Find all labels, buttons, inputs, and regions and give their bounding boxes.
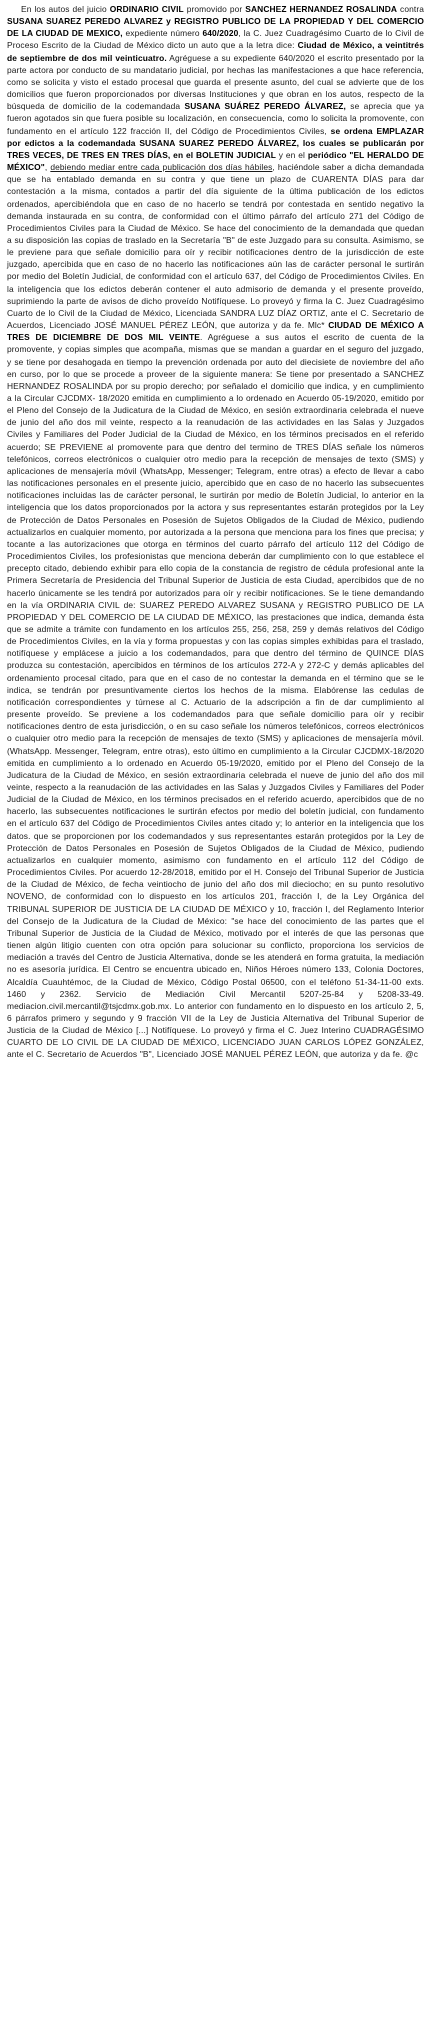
edict-text: Agréguese a su expediente 640/2020 el escrito presentado por la parte actora por conducto de su mandatario judicial, por hechas las manifestaciones a que hace referencia, como se solicita y visto el estado procesal que guarda el presente asunto, del cual se advierte que de los domicilios que fueron proporcionados por diversas Instituciones y que obran en los autos, respecto de la búsqueda de domicilio de la codemandada — [7, 52, 424, 112]
edict-text: , — [44, 162, 51, 173]
edict-bold-text: SUSANA SUAREZ PEREDO ALVAREZ y REGISTRO PUBLICO DE LA PROPIEDAD Y DEL COMERCIO DE LA CIUDAD DE MEXICO, — [7, 16, 424, 39]
edict-bold-text: SUSANA SUÁREZ PEREDO ÁLVAREZ, — [184, 101, 346, 112]
edict-bold-text: 640/2020 — [202, 28, 239, 39]
edict-paragraph — [7, 3, 424, 1061]
edict-bold-text: Ciudad de México, a veintitrés de septiembre de dos mil veinticuatro. — [7, 40, 424, 63]
edict-underlined-text: debiendo mediar entre cada publicación dos días hábiles — [50, 162, 273, 173]
edict-text: . Agréguese a sus autos el escrito de cuenta de la promovente, y copias simples que acompaña, mismas que se mandan a guardar en el seguro del juzgado, y se tiene por desahogada en tiempo la prevención ordenada por auto del diecisiete de noviembre del año en curso, por lo que se procede a proveer de la siguiente manera: Se tiene por presentado a SANCHEZ HERNANDEZ ROSALINDA por su propio derecho; por señalado el domicilio que indica, y en cumplimiento a la Circular CJCDMX- 18/2020 emitida en cumplimiento a lo ordenado en Acuerdo 05-19/2020, emitido por el Pleno del Consejo de la Judicatura de la Ciudad de México, en sesión extraordinaria celebrada el nueve de junio del año dos mil veinte, respecto a la reanudación de las actividades en las Salas y Juzgados Civiles y Familiares del Poder Judicial de la Ciudad de México, en los términos precisados en el referido acuerdo; SE PREVIENE al promovente para que dentro del termino de TRES DÍAS señale los números telefónicos, correos electrónicos o cualquier otro medio para la recepción de mensajes de texto (SMS) y aplicaciones de mensajería móvil (WhatsApp, Messenger; Telegram, entre otras) a efecto de llevar a cabo las notificaciones personales en el presente juicio, apercibido que en caso de no hacerlo las subsecuentes notificaciones incluidas las de carácter personal, le surtirán por medio de Boletín Judicial, lo anterior en la inteligencia que los datos proporcionados por la actora y sus representantes estarán protegidos por la Ley de Protección de Datos Personales en Posesión de Sujetos Obligados de la Ciudad de México, pudiendo actualizarlos en cualquier momento, por autorizada a la persona que menciona para los fines que precisa; y tocante a las autorizaciones que otorga en términos del cuarto párrafo del artículo 112 del Código de Procedimientos Civiles, los profesionistas que menciona deberán dar cumplimiento con lo que establece el precepto citado, debiendo exhibir para ello copia de la constancia de registro de cédula profesional ante la Primera Secretaría de Presidencia del Tribunal Superior de Justicia de esta Ciudad, apercibidos que de no hacerlo únicamente se les tendrá por autorizados para oír y recibir notificaciones. Se le tiene demandando en la vía ORDINARIA CIVIL de: SUAREZ PEREDO ALVAREZ SUSANA y REGISTRO PUBLICO DE LA PROPIEDAD Y DEL COMERCIO DE LA CIUDAD DE MÉXICO, las prestaciones que indica, demanda ésta que se admite a trámite con fundamento en los artículos 255, 256, 258, 259 y demás relativos del Código de Procedimientos Civiles, en la vía y forma propuestas y con las copias simples exhibidas para el traslado, notifíquese y emplácese a juicio a los codemandados, para que dentro del término de QUINCE DÍAS produzca su contestación, apercibidos en términos de los artículos 272-A y 272-C y demás aplicables del ordenamiento procesal citado, para que en el caso de no contestar la demanda en el término que se le indica, se tendrán por presuntivamente ciertos los hechos de la misma. Elabórense las cedulas de notificación correspondientes y túrnese al C. Actuario de la adscripción a fin de dar cumplimiento al presente proveído. Se previene a los codemandados para que señale domicilio para oír y recibir notificaciones dentro de esta jurisdicción, o en su caso señale los números telefónicos, correos electrónicos o cualquier otro medio para la recepción de mensajes de texto (SMS) y aplicaciones de mensajería móvil. (WhatsApp. Messenger, Telegram, entre otras), esto último en cumplimiento a la Circular CJCDMX-18/2020 emitida en cumplimiento a lo ordenado en Acuerdo 05-19/2020, emitido por el Pleno del Consejo de la Judicatura de la Ciudad de México, en sesión extraordinaria celebrada el nueve de junio del año dos mil veinte, respecto a la reanudación de las actividades en las Salas y Juzgados Civiles y Familiares del Poder Judicial de la Ciudad de México, en los términos precisados en el referido acuerdo, apercibidos que de no hacerlo, las subsecuentes notificaciones le surtirán efectos por medio del boletín judicial, con fundamento en el artículo 637 del Código de Procedimientos Civiles antes citado y; lo anterior en la inteligencia que los datos. que se proporcionen por los codemandados y sus representantes estarán protegidos por la Ley de Protección de Datos Personales en Posesión de Sujetos Obligados de la Ciudad de México, pudiendo actualizarlos en cualquier momento, asimismo con fundamento en el artículo 112 del Código de Procedimientos Civiles. Por acuerdo 12-28/2018, emitido por el H. Consejo del Tribunal Superior de Justicia de la Ciudad de México, de fecha veintiocho de junio del año dos mil dieciocho; en su punto resolutivo NOVENO, de conformidad con lo dispuesto en los artículos 201, fracción I, de la Ley Orgánica del TRIBUNAL SUPERIOR DE JUSTICIA DE LA CIUDAD DE MÉXICO y 10, fracción I, del Reglamento Interior del Consejo de la Judicatura de la Ciudad de México: "se hace del conocimiento de las partes que el Tribunal Superior de Justicia de la Ciudad de México, motivado por el interés de que las personas que tienen algún litigio cuenten con otra opción para solucionar su conflicto, proporciona los servicios de mediación a través del Centro de Justicia Alternativa, donde se les atenderá en forma gratuita, la mediación no es asesoría jurídica. El Centro se encuentra ubicado en, Niños Héroes número 133, Colonia Doctores, Alcaldía Cuauhtémoc, de la Ciudad de México, Código Postal 06500, con el teléfono 51-34-11-00 exts. 1460 y 2362. Servicio de Mediación Civil Mercantil 5207-25-84 y 5208-33-49. mediacion.civil.mercantil@tsjcdmx.gob.mx. Lo anterior con fundamento en lo dispuesto en los artículo 2, 5, 6 párrafos primero y segundo y 9 fracción VII de la Ley de Justicia Alternativa del Tribunal Superior de Justicia de la Ciudad de México [...] Notifíquese. Lo proveyó y firma el C. Juez Interino CUADRAGÉSIMO CUARTO DE LO CIVIL DE LA CIUDAD DE MÉXICO, LICENCIADO JUAN CARLOS LÓPEZ GONZÁLEZ, ante el C. Secretario de Acuerdos "B", Licenciado JOSÉ MANUEL PÉREZ LEÓN, que autoriza y da fe. @c — [7, 332, 424, 1060]
edict-text: , la C. Juez Cuadragésimo Cuarto de lo Civil de Proceso Escrito de la Ciudad de México dicto un auto que a la letra dice: — [7, 28, 424, 51]
edict-text: En los autos del juicio — [21, 4, 110, 14]
edict-bold-text: se ordena EMPLAZAR por edictos a la codemandada SUSANA SUAREZ PEREDO ÁLVAREZ, los cuales se publicarán por TRES VECES, DE TRES EN TRES DÍAS, en el BOLETIN JUDICIAL — [7, 125, 424, 160]
edict-bold-text: CIUDAD DE MÉXICO A TRES DE DICIEMBRE DE DOS MIL VEINTE — [7, 320, 425, 343]
edict-bold-text: ORDINARIO CIVIL — [109, 4, 184, 14]
edict-text: expediente número — [122, 28, 203, 39]
edict-bold-text: SANCHEZ HERNANDEZ ROSALINDA — [245, 4, 398, 14]
edict-text: y en el — [275, 149, 308, 160]
edict-bold-text: periódico "EL HERALDO DE MÉXICO" — [7, 149, 424, 173]
edict-text: , haciéndole saber a dicha demandada que se ha entablado demanda en su contra y que tiene un plazo de CUARENTA DÍAS para dar contestación a la misma, contados a partir del día siguiente de la última publicación de los edictos ordenados, apercibiéndola que en caso de no hacerlo se tendrá por contestada en sentido negativo la demanda instaurada en su contra, de conformidad con el último párrafo del artículo 271 del Código de Procedimientos Civiles para la Ciudad de México. Se hace del conocimiento de la demandada que quedan a su disposición las copias de traslado en la Secretaría "B" de este Juzgado para su consulta. Asimismo, se le previene para que señale domicilio para oír y recibir notificaciones dentro de la jurisdicción de este juzgado, apercibida que en caso de no hacerlo las notificaciones aún las de carácter personal le surtirán por medio del Boletín Judicial, de conformidad con el artículo 637, del Código de Procedimientos Civiles. En la inteligencia que los edictos deberán contener el auto admisorio de demanda y el presente proveído, suprimiendo la parte de avisos de dicho proveído Notifíquese. Lo proveyó y firma la C. Juez Cuadragésimo Cuarto de lo Civil de la Ciudad de México, Licenciada SANDRA LUZ DÍAZ ORTIZ, ante el C. Secretario de Acuerdos, Licenciado JOSÉ MANUEL PÉREZ LEÓN, que autoriza y da fe. Mlc* — [7, 162, 424, 331]
edict-text: se aprecia que ya fueron agotados sin que fuera posible su localización, en consecuencia, como lo solicita la promovente, con fundamento en el artículo 122 fracción II, del Código de Procedimientos Civiles, — [7, 101, 424, 136]
edict-text: contra — [397, 4, 425, 14]
edict-text: promovido por — [183, 4, 246, 14]
